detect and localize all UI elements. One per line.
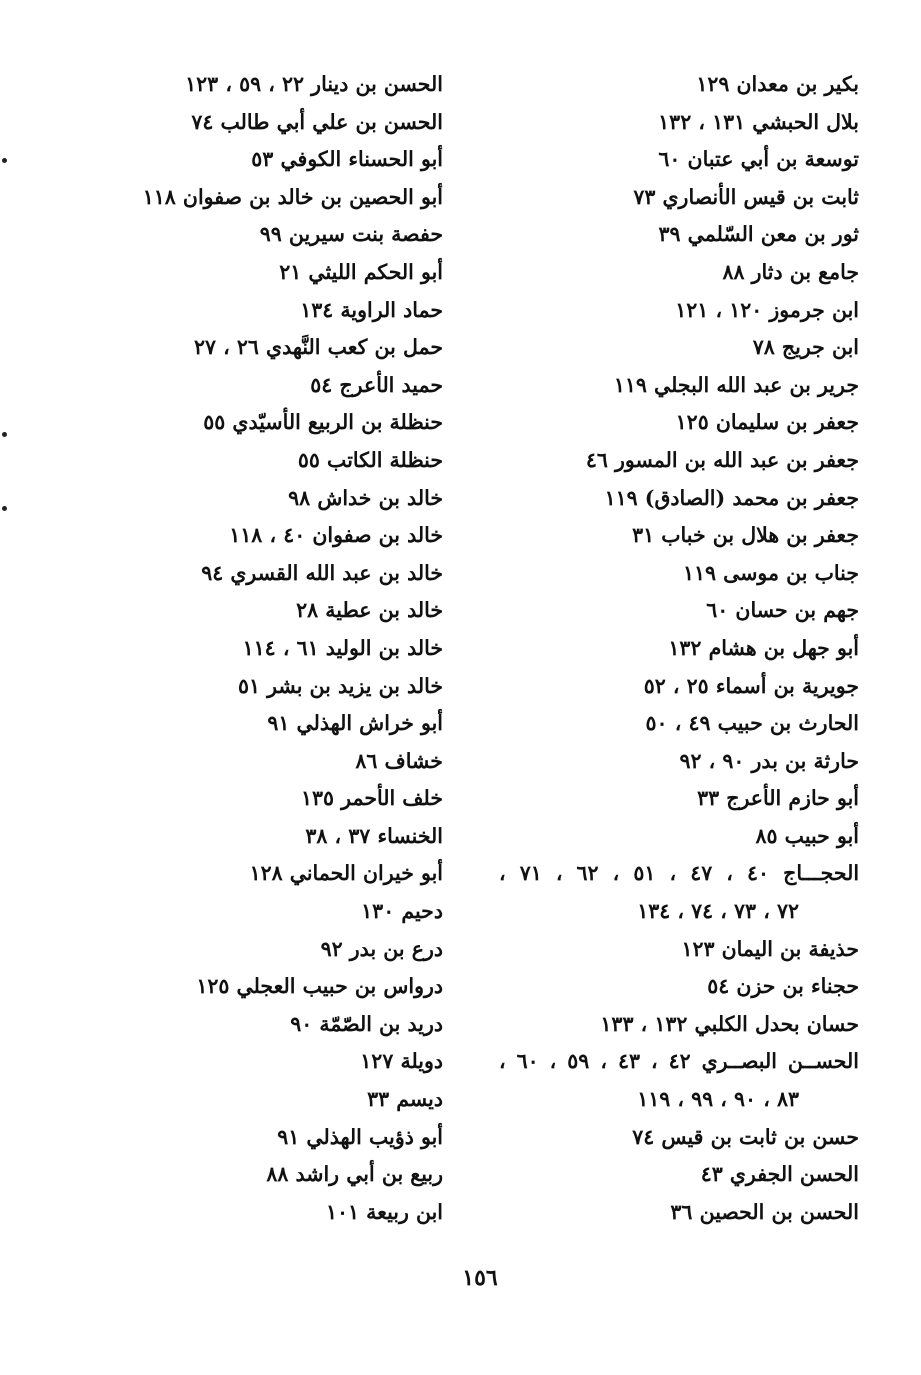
index-entry: ثابت بن قيس الأنصاري ٧٣ xyxy=(633,184,859,209)
index-entry: دريد بن الصّمّة ٩٠ xyxy=(290,1011,443,1036)
index-entry: حميد الأعرج ٥٤ xyxy=(310,372,443,397)
index-entry: دحيم ١٣٠ xyxy=(361,899,443,924)
index-entry: خالد بن الوليد ٦١ ، ١١٤ xyxy=(242,635,443,660)
index-entry: أبو حازم الأعرج ٣٣ xyxy=(697,786,859,811)
index-entry: أبو جهل بن هشام ١٣٢ xyxy=(668,635,859,660)
index-entry: حارثة بن بدر ٩٠ ، ٩٢ xyxy=(679,748,859,773)
index-entry-continuation: ٨٣ ، ٩٠ ، ٩٩ ، ١١٩ xyxy=(637,1087,799,1112)
margin-speck xyxy=(2,432,7,437)
index-entry: خالد بن يزيد بن بشر ٥١ xyxy=(237,673,443,698)
index-entry: أبو حبيب ٨٥ xyxy=(755,823,859,848)
index-entry: درواس بن حبيب العجلي ١٢٥ xyxy=(196,974,443,999)
index-entry: بكير بن معدان ١٢٩ xyxy=(696,72,859,96)
index-entry: أبو ذؤيب الهذلي ٩١ xyxy=(277,1124,443,1149)
index-entry: جعفر بن سليمان ١٢٥ xyxy=(675,410,859,435)
index-entry: الحسن بن علي أبي طالب ٧٤ xyxy=(191,109,443,134)
index-entry: حنظلة بن الربيع الأسيّدي ٥٥ xyxy=(203,410,443,435)
page-number: ١٥٦ xyxy=(462,1265,498,1291)
index-entry: حسن بن ثابت بن قيس ٧٤ xyxy=(632,1124,859,1149)
margin-speck xyxy=(2,158,7,163)
index-entry: جعفر بن عبد الله بن المسور ٤٦ xyxy=(585,447,859,472)
index-entry: ابن جرموز ١٢٠ ، ١٢١ xyxy=(675,297,859,322)
index-entry: بلال الحبشي ١٣١ ، ١٣٢ xyxy=(658,109,859,134)
index-entry: ابن جريج ٧٨ xyxy=(752,335,859,360)
index-entry: توسعة بن أبي عتبان ٦٠ xyxy=(658,147,859,172)
index-entry: دويلة ١٢٧ xyxy=(360,1049,443,1074)
index-entry: جامع بن دثار ٨٨ xyxy=(722,259,859,284)
index-entry: خالد بن صفوان ٤٠ ، ١١٨ xyxy=(229,523,443,548)
index-entry: الحسن الجفري ٤٣ xyxy=(700,1162,859,1187)
index-entry: ديسم ٣٣ xyxy=(367,1087,443,1112)
index-column-right xyxy=(499,66,859,1231)
index-entry: ابن ربيعة ١٠١ xyxy=(326,1199,443,1224)
index-entry-continuation: ٧٢ ، ٧٣ ، ٧٤ ، ١٣٤ xyxy=(637,899,799,924)
index-entry: أبو الحسناء الكوفي ٥٣ xyxy=(251,147,443,172)
index-entry: حجناء بن حزن ٥٤ xyxy=(707,974,859,999)
index-entry: حذيفة بن اليمان ١٢٣ xyxy=(681,936,859,961)
index-entry: ثور بن معن السّلمي ٣٩ xyxy=(658,222,859,247)
index-entry: حسان بحدل الكلبي ١٣٢ ، ١٣٣ xyxy=(600,1011,859,1036)
index-entry: أبو الحصين بن خالد بن صفوان ١١٨ xyxy=(142,184,443,209)
index-entry: جرير بن عبد الله البجلي ١١٩ xyxy=(613,372,859,397)
index-entry: خالد بن عطية ٢٨ xyxy=(296,598,443,623)
index-entry: خالد بن خداش ٩٨ xyxy=(288,485,443,510)
index-entry: جهم بن حسان ٦٠ xyxy=(706,598,859,623)
index-entry: حنظلة الكاتب ٥٥ xyxy=(297,447,443,472)
index-entry: جعفر بن محمد (الصادق) ١١٩ xyxy=(604,485,859,510)
index-entry: خشاف ٨٦ xyxy=(355,748,443,773)
index-entry: الحارث بن حبيب ٤٩ ، ٥٠ xyxy=(645,711,859,736)
index-entry: خلف الأحمر ١٣٥ xyxy=(300,786,443,811)
index-entry: أبو خيران الحماني ١٢٨ xyxy=(249,861,443,886)
index-entry: جعفر بن هلال بن خباب ٣١ xyxy=(632,523,859,548)
index-column-left xyxy=(143,66,443,1231)
index-entry: خالد بن عبد الله القسري ٩٤ xyxy=(201,560,443,585)
index-entry: حمل بن كعب النَّهدي ٢٦ ، ٢٧ xyxy=(193,335,443,360)
index-entry: الحســن البصــري ٤٢ ، ٤٣ ، ٥٩ ، ٦٠ ، xyxy=(499,1049,859,1074)
index-entry: أبو الحكم الليثي ٢١ xyxy=(279,259,443,284)
index-entry: حماد الراوية ١٣٤ xyxy=(300,297,443,322)
index-entry: الحسن بن دينار ٢٢ ، ٥٩ ، ١٢٣ xyxy=(185,72,443,96)
index-entry: ربيع بن أبي راشد ٨٨ xyxy=(266,1162,443,1187)
index-entry: الخنساء ٣٧ ، ٣٨ xyxy=(305,823,443,848)
index-entry: الحسن بن الحصين ٣٦ xyxy=(670,1199,859,1224)
index-entry: جويرية بن أسماء ٢٥ ، ٥٢ xyxy=(643,673,859,698)
index-entry: درع بن بدر ٩٢ xyxy=(320,936,443,961)
index-entry: الحجـــاج ٤٠ ، ٤٧ ، ٥١ ، ٦٢ ، ٧١ ، xyxy=(499,861,860,886)
index-entry: أبو خراش الهذلي ٩١ xyxy=(267,711,443,736)
index-entry: جناب بن موسى ١١٩ xyxy=(682,560,859,585)
margin-speck xyxy=(2,506,7,511)
index-entry: حفصة بنت سيرين ٩٩ xyxy=(259,222,443,247)
